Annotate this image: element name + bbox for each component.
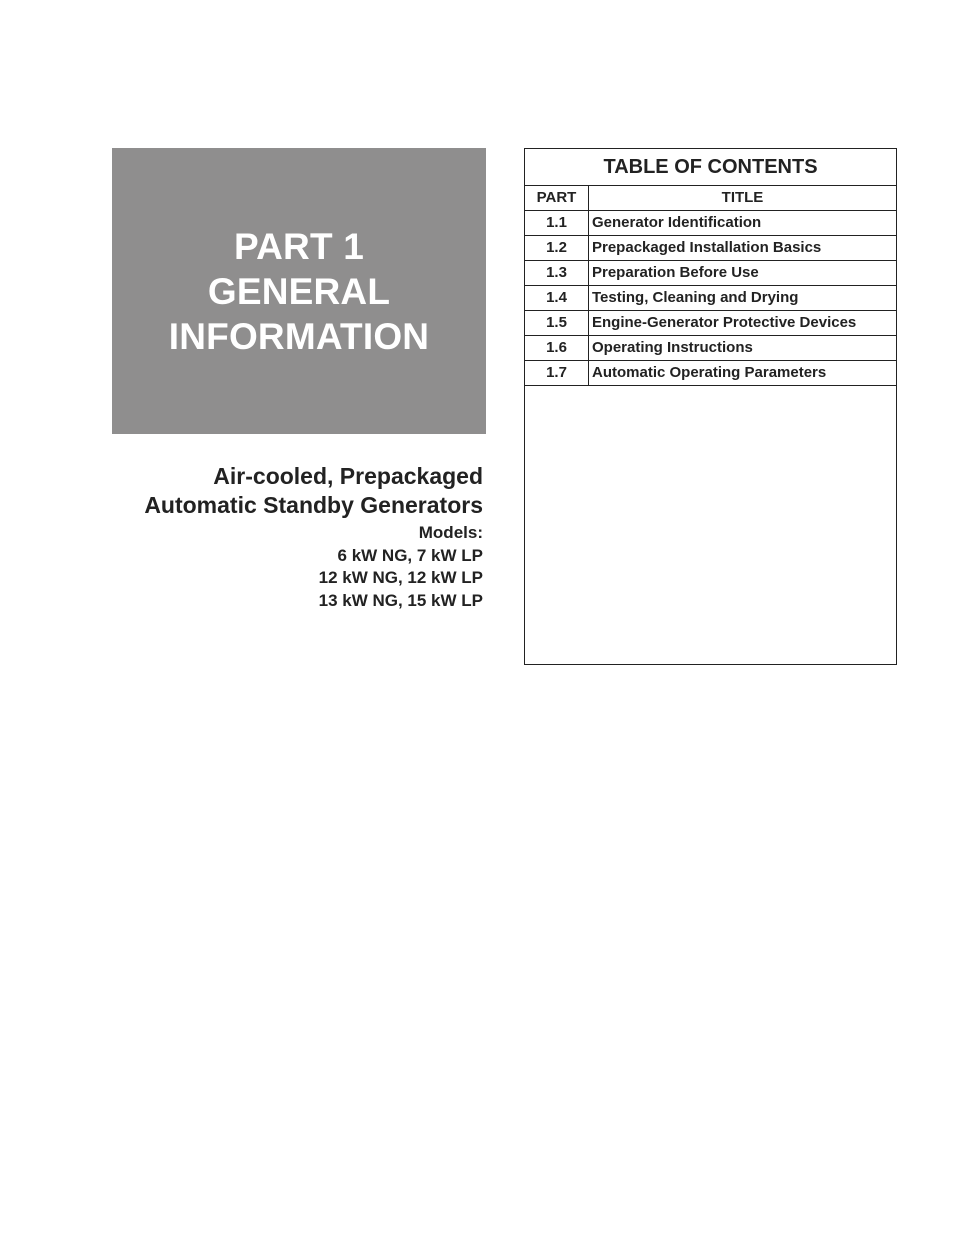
toc-part-number: 1.7 (525, 361, 589, 385)
subtitle-line-2: Automatic Standby Generators (144, 492, 483, 518)
model-line: 6 kW NG, 7 kW LP (337, 545, 483, 565)
subtitle-line-1: Air-cooled, Prepackaged (213, 463, 483, 489)
toc-part-number: 1.1 (525, 211, 589, 235)
toc-section-title: Engine-Generator Protective Devices (592, 314, 857, 331)
toc-part-number: 1.6 (525, 336, 589, 360)
toc-section-title: Preparation Before Use (592, 264, 759, 281)
toc-row[interactable] (525, 286, 896, 311)
toc-header-title: TITLE (721, 189, 764, 206)
part-heading-line-3: INFORMATION (168, 315, 430, 357)
toc-row[interactable] (525, 311, 896, 336)
toc-header-part: PART (525, 186, 589, 210)
toc-part-number: 1.2 (525, 236, 589, 260)
table-of-contents (524, 148, 897, 665)
toc-section-title: Testing, Cleaning and Drying (592, 289, 799, 306)
toc-row[interactable] (525, 211, 896, 236)
toc-section-title: Prepackaged Installation Basics (592, 239, 822, 256)
model-line: 12 kW NG, 12 kW LP (318, 568, 483, 587)
product-subtitle (63, 462, 483, 612)
toc-part-number: 1.4 (525, 286, 589, 310)
toc-part-number: 1.5 (525, 311, 589, 335)
toc-section-title: Generator Identification (592, 214, 762, 231)
toc-section-title: Automatic Operating Parameters (592, 364, 827, 381)
toc-section-title: Operating Instructions (592, 339, 753, 356)
toc-row[interactable] (525, 261, 896, 286)
toc-row[interactable] (525, 361, 896, 386)
toc-title: TABLE OF CONTENTS (525, 149, 896, 186)
toc-row[interactable] (525, 236, 896, 261)
toc-row[interactable] (525, 336, 896, 361)
models-label: Models: (418, 523, 483, 542)
model-line: 13 kW NG, 15 kW LP (318, 590, 483, 610)
part-heading-box (112, 148, 486, 434)
part-heading-line-1: PART 1 (233, 225, 365, 267)
toc-header-row (525, 186, 896, 211)
part-heading-line-2: GENERAL (207, 270, 391, 312)
toc-part-number: 1.3 (525, 261, 589, 285)
